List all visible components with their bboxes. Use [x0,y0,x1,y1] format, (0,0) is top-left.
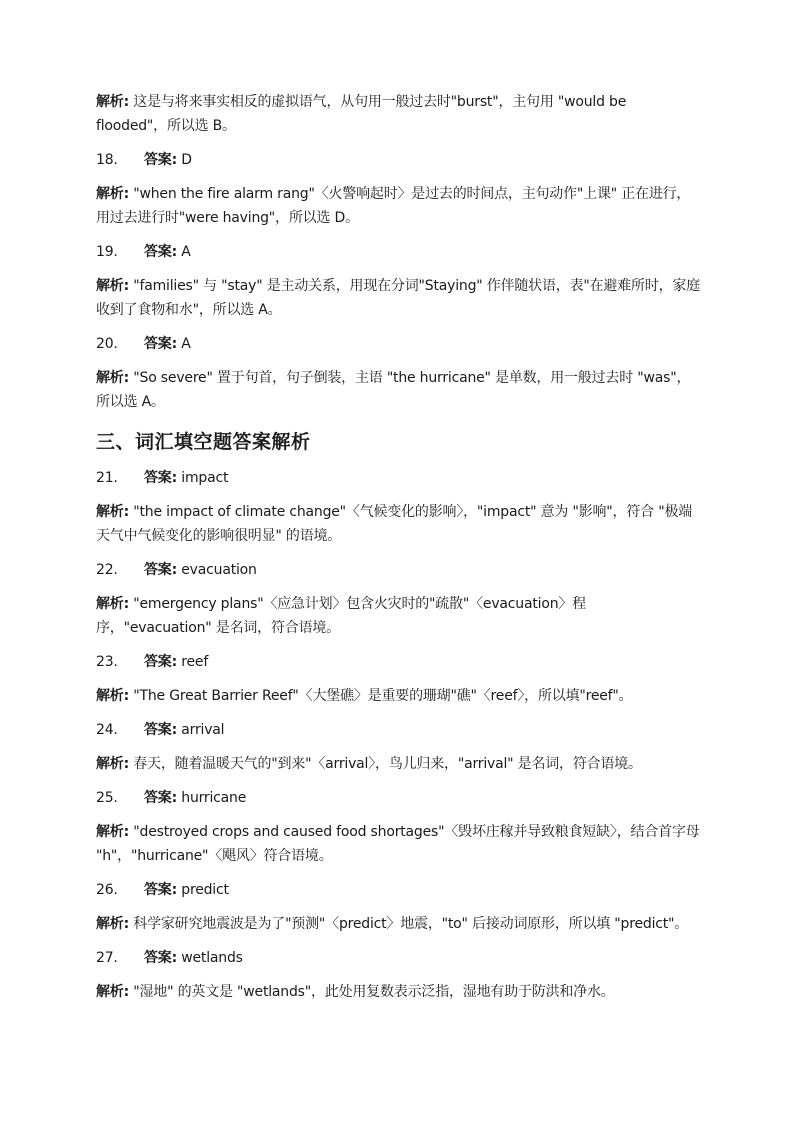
explanation [96,500,700,548]
question-number: 27. [96,950,118,966]
question-number: 20. [96,336,118,352]
question-number: 23. [96,654,118,670]
explanation-text: 这是与将来事实相反的虚拟语气，从句用一般过去时"burst"，主句用 "would be flooded"，所以选 B。 [96,94,627,134]
explanation-text: "destroyed crops and caused food shortages"〈毁坏庄稼并导致粮食短缺〉，结合首字母 "h"，"hurricane"〈飓风〉符合语境。 [96,824,700,864]
answer-label: 答案: [144,336,177,352]
answer-label: 答案: [144,950,177,966]
explanation [96,752,700,776]
explanation [96,90,700,138]
answer-label: 答案: [144,152,177,168]
answer-line [96,650,700,674]
answer-value: evacuation [181,562,257,578]
answer-line [96,332,700,356]
explanation-label: 解析: [96,504,129,520]
answer-label: 答案: [144,470,177,486]
answer-line [96,946,700,970]
explanation-label: 解析: [96,186,129,202]
answer-value: A [181,244,191,260]
document-page [96,90,700,1014]
answer-value: wetlands [181,950,243,966]
answer-line [96,878,700,902]
question-number: 21. [96,470,118,486]
explanation-text: "the impact of climate change"〈气候变化的影响〉，"impact" 意为 "影响"，符合 "极端天气中气候变化的影响很明显" 的语境。 [96,504,693,544]
explanation [96,820,700,868]
explanation [96,684,700,708]
explanation-label: 解析: [96,94,129,110]
explanation [96,366,700,414]
answer-value: hurricane [181,790,247,806]
answer-value: D [181,152,192,168]
explanation [96,912,700,936]
answer-label: 答案: [144,244,177,260]
answer-line [96,718,700,742]
explanation [96,274,700,322]
explanation-text: "湿地" 的英文是 "wetlands"，此处用复数表示泛指，湿地有助于防洪和净水。 [133,984,615,1000]
answer-value: predict [181,882,229,898]
explanation-label: 解析: [96,984,129,1000]
explanation-label: 解析: [96,756,129,772]
explanation-label: 解析: [96,370,129,386]
explanation-text: "emergency plans"〈应急计划〉包含火灾时的"疏散"〈evacuation〉程序，"evacuation" 是名词，符合语境。 [96,596,586,636]
answer-value: impact [181,470,229,486]
section-heading: 三、词汇填空题答案解析 [96,431,311,453]
question-number: 26. [96,882,118,898]
answer-label: 答案: [144,790,177,806]
explanation [96,182,700,230]
explanation-label: 解析: [96,916,129,932]
explanation-text: 科学家研究地震波是为了"预测"〈predict〉地震，"to" 后接动词原形，所以填 "predict"。 [133,916,689,932]
explanation-label: 解析: [96,688,129,704]
explanation-text: "The Great Barrier Reef"〈大堡礁〉是重要的珊瑚"礁"〈reef〉，所以填"reef"。 [133,688,633,704]
explanation-text: "when the fire alarm rang"〈火警响起时〉是过去的时间点，主句动作"上课" 正在进行，用过去进行时"were having"，所以选 D。 [96,186,691,226]
explanation-text: "So severe" 置于句首，句子倒装，主语 "the hurricane" 是单数，用一般过去时 "was"，所以选 A。 [96,370,691,410]
explanation [96,980,700,1004]
question-number: 18. [96,152,118,168]
explanation [96,592,700,640]
explanation-label: 解析: [96,824,129,840]
answer-line [96,148,700,172]
answer-line [96,558,700,582]
answer-label: 答案: [144,882,177,898]
answer-value: A [181,336,191,352]
answer-label: 答案: [144,722,177,738]
question-number: 19. [96,244,118,260]
answer-label: 答案: [144,654,177,670]
explanation-label: 解析: [96,596,129,612]
explanation-text: "families" 与 "stay" 是主动关系，用现在分词"Staying" 作伴随状语，表"在避难所时，家庭收到了食物和水"，所以选 A。 [96,278,700,318]
answer-line [96,240,700,264]
answer-line [96,786,700,810]
question-number: 24. [96,722,118,738]
answer-label: 答案: [144,562,177,578]
answer-line [96,466,700,490]
explanation-text: 春天，随着温暖天气的"到来"〈arrival〉，鸟儿归来，"arrival" 是名词，符合语境。 [133,756,642,772]
answer-value: arrival [181,722,225,738]
explanation-label: 解析: [96,278,129,294]
question-number: 22. [96,562,118,578]
answer-value: reef [181,654,209,670]
question-number: 25. [96,790,118,806]
